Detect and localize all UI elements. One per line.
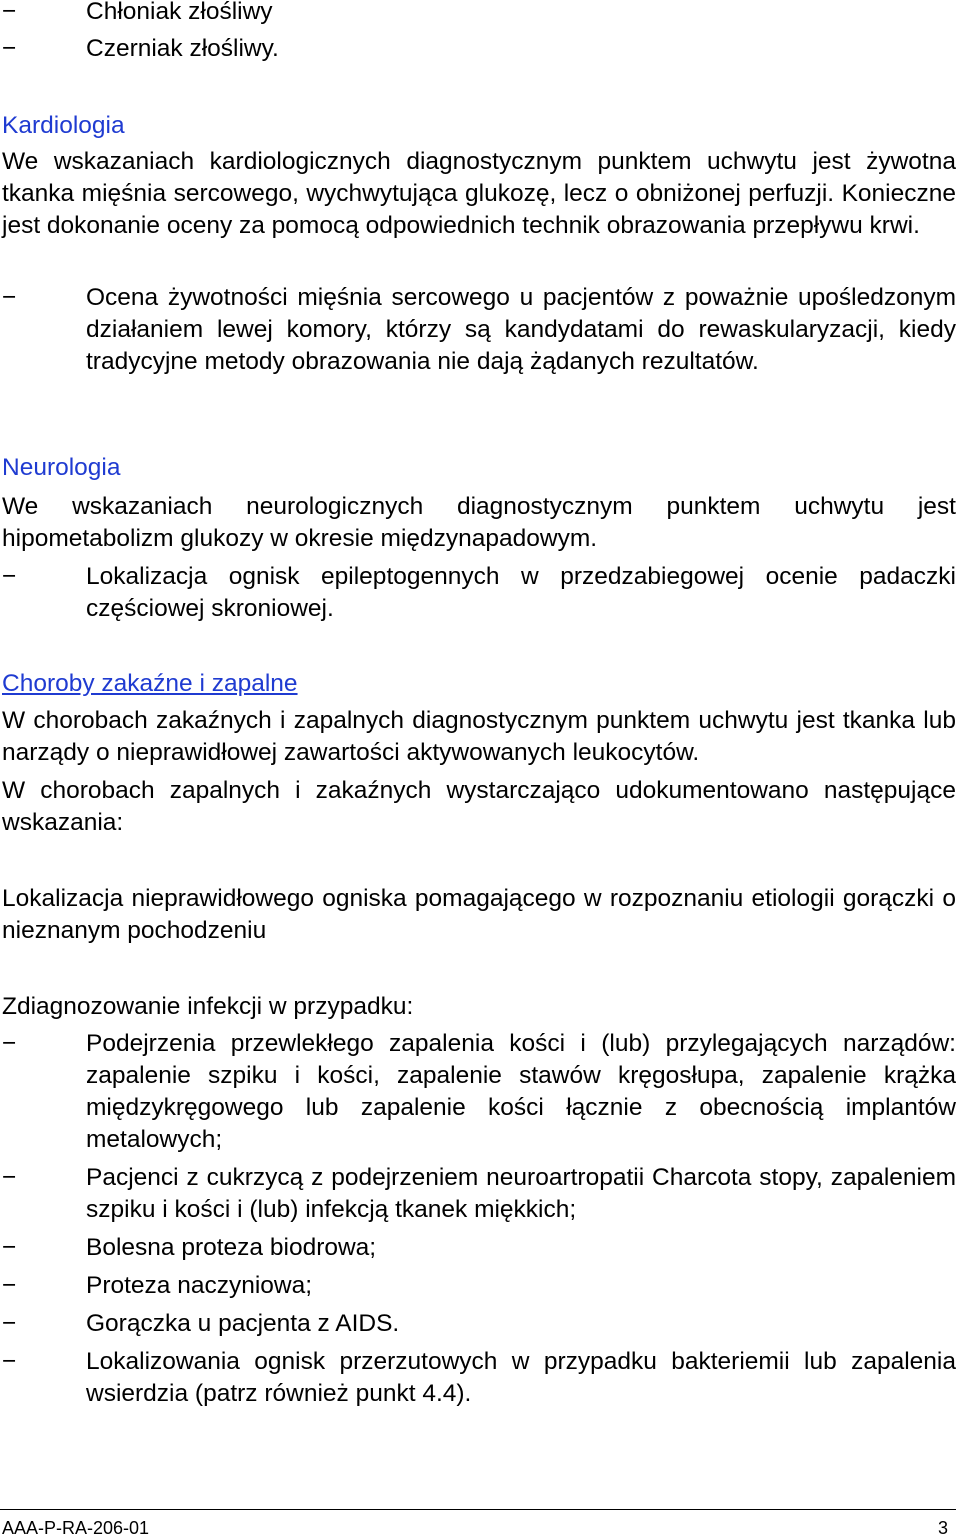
section-paragraph: We wskazaniach kardiologicznych diagnostycznym punktem uchwytu jest żywotna tkanka mięśnia sercowego, wychwytująca glukozę, lecz o obniżonej perfuzji. Konieczne jest dokonanie oceny za pomocą odpowiednich technik obrazowania przepływu krwi. bbox=[2, 148, 956, 239]
bullet-dash: − bbox=[2, 0, 17, 25]
bullet-dash: − bbox=[2, 284, 17, 311]
list-item-text: Proteza naczyniowa; bbox=[86, 1272, 313, 1299]
list-item bbox=[2, 1162, 956, 1226]
section-heading-kardiologia: Kardiologia bbox=[2, 112, 125, 139]
section-heading-neurologia: Neurologia bbox=[2, 454, 121, 481]
list-item-text: Bolesna proteza biodrowa; bbox=[86, 1234, 377, 1261]
section-paragraph: We wskazaniach neurologicznych diagnostycznym punktem uchwytu jest hipometabolizm glukozy w okresie międzynapadowym. bbox=[2, 493, 956, 552]
list-item bbox=[2, 1346, 956, 1410]
bullet-dash: − bbox=[2, 1272, 17, 1299]
footer-divider bbox=[0, 1509, 956, 1510]
section-paragraph: W chorobach zakaźnych i zapalnych diagnostycznym punktem uchwytu jest tkanka lub narządy o nieprawidłowej zawartości aktywowanych leukocytów. bbox=[2, 707, 956, 766]
list-item-text: Pacjenci z cukrzycą z podejrzeniem neuroartropatii Charcota stopy, zapaleniem szpiku i kości i (lub) infekcją tkanek miękkich; bbox=[86, 1164, 956, 1223]
section-paragraph: W chorobach zapalnych i zakaźnych wystarczająco udokumentowano następujące wskazania: bbox=[2, 777, 956, 836]
section-paragraph: Lokalizacja nieprawidłowego ogniska pomagającego w rozpoznaniu etiologii gorączki o nieznanym pochodzeniu bbox=[2, 885, 956, 944]
list-item bbox=[2, 1028, 956, 1156]
bullet-dash: − bbox=[2, 1164, 17, 1191]
bullet-dash: − bbox=[2, 1030, 17, 1057]
bullet-dash: − bbox=[2, 1310, 17, 1337]
list-item-text: Ocena żywotności mięśnia sercowego u pacjentów z poważnie upośledzonym działaniem lewej komory, którzy są kandydatami do rewaskularyzacji, kiedy tradycyjne metody obrazowania nie dają żądanych rezultatów. bbox=[86, 284, 956, 375]
bullet-dash: − bbox=[2, 1348, 17, 1375]
list-item bbox=[2, 561, 956, 625]
bullet-dash: − bbox=[2, 1234, 17, 1261]
subheading: Zdiagnozowanie infekcji w przypadku: bbox=[2, 993, 414, 1020]
list-item bbox=[2, 282, 956, 378]
bullet-dash: − bbox=[2, 35, 17, 62]
list-item bbox=[2, 1270, 956, 1302]
list-item bbox=[2, 33, 956, 65]
list-item bbox=[2, 0, 956, 28]
section-heading-choroby: Choroby zakaźne i zapalne bbox=[2, 670, 298, 697]
list-item-text: Lokalizowania ognisk przerzutowych w przypadku bakteriemii lub zapalenia wsierdzia (patrz również punkt 4.4). bbox=[86, 1348, 956, 1407]
list-item bbox=[2, 1232, 956, 1264]
footer-page-number: 3 bbox=[937, 1518, 948, 1538]
list-item bbox=[2, 1308, 956, 1340]
list-item-text: Czerniak złośliwy. bbox=[86, 35, 279, 62]
list-item-text: Podejrzenia przewlekłego zapalenia kości i (lub) przylegających narządów: zapalenie szpiku i kości, zapalenie stawów kręgosłupa, zapalenie krążka międzykręgowego lub zapalenie kości łącznie z obecnością implantów metalowych; bbox=[86, 1030, 956, 1153]
list-item-text: Chłoniak złośliwy bbox=[86, 0, 273, 25]
bullet-dash: − bbox=[2, 563, 17, 590]
list-item-text: Lokalizacja ognisk epileptogennych w przedzabiegowej ocenie padaczki częściowej skroniowej. bbox=[86, 563, 956, 622]
list-item-text: Gorączka u pacjenta z AIDS. bbox=[86, 1310, 400, 1337]
footer-document-code: AAA-P-RA-206-01 bbox=[2, 1518, 150, 1538]
